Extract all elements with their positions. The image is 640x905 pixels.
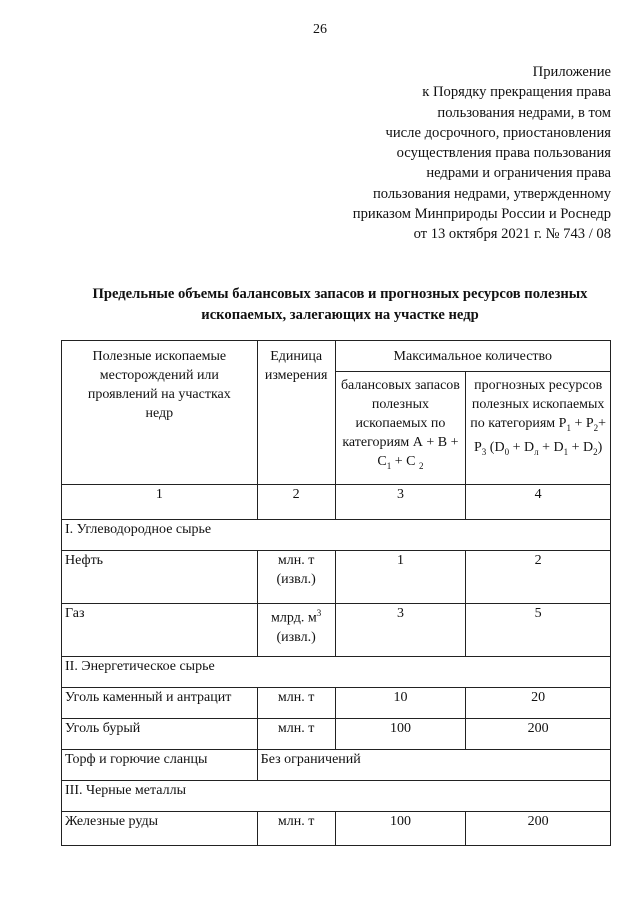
table-row [62,812,611,846]
header-max-quantity: Максимальное количество [335,341,610,372]
table-row [62,750,611,781]
forecast-value: 200 [466,719,611,750]
table-header-row [62,341,611,372]
mineral-name: Уголь каменный и антрацит [62,688,258,719]
unit-cell: млрд. $м^3$ (извл.) [257,604,335,657]
table-row [62,604,611,657]
unit-cell: млн. т [257,719,335,750]
appendix-line: числе досрочного, приостановления [385,124,611,141]
header-forecast-resources: прогнозных ресурсов полезных ископаемых по категориям $Р_1 + Р_2+$ $Р_3$ $(D_0 + D_л + D_1 + D_2)$ [466,372,611,485]
section-row [62,781,611,812]
column-number: 1 [62,485,258,520]
header-unit: Единица измерения [257,341,335,485]
appendix-line: пользования недрами, утвержденному [372,185,611,202]
table-row [62,551,611,604]
appendix-line: недрами и ограничения права [426,165,611,182]
section-row [62,520,611,551]
section-label: II. Энергетическое сырье [62,657,611,688]
mineral-name: Торф и горючие сланцы [62,750,258,781]
balance-value: 3 [335,604,466,657]
header-balance-reserves: балансовых запасов полезных ископаемых по категориям А + В + $С_1 + С$ $_2$ [335,372,466,485]
section-row [62,657,611,688]
table-row [62,688,611,719]
forecast-value: 20 [466,688,611,719]
limits-table [61,340,611,846]
balance-value: 100 [335,812,466,846]
forecast-value: 5 [466,604,611,657]
section-label: III. Черные металлы [62,781,611,812]
mineral-name: Железные руды [62,812,258,846]
balance-value: 100 [335,719,466,750]
column-number: 2 [257,485,335,520]
mineral-name: Уголь бурый [62,719,258,750]
section-label: I. Углеводородное сырье [62,520,611,551]
unit-cell: млн. т [257,812,335,846]
column-number-row [62,485,611,520]
forecast-value: 2 [466,551,611,604]
balance-value: 10 [335,688,466,719]
appendix-line: осуществления права пользования [396,145,611,162]
column-number: 4 [466,485,611,520]
header-minerals: Полезные ископаемые месторождений или проявлений на участках недр [62,341,258,485]
unit-cell: Без ограничений [257,750,610,781]
appendix-line: к Порядку прекращения права [422,84,611,101]
page-number: 26 [313,22,327,37]
appendix-reference [271,62,611,245]
mineral-name: Нефть [62,551,258,604]
column-number: 3 [335,485,466,520]
unit-cell: млн. т (извл.) [257,551,335,604]
appendix-line: от 13 октября 2021 г. № 743 / 08 [413,226,611,243]
document-title: Предельные объемы балансовых запасов и прогнозных ресурсов полезных ископаемых, залегающих на участке недр [92,286,588,323]
appendix-line: Приложение [532,64,611,80]
unit-cell: млн. т [257,688,335,719]
appendix-line: приказом Минприроды России и Роснедр [352,206,611,223]
appendix-line: пользования недрами, в том [437,104,611,121]
mineral-name: Газ [62,604,258,657]
forecast-value: 200 [466,812,611,846]
table-row [62,719,611,750]
balance-value: 1 [335,551,466,604]
